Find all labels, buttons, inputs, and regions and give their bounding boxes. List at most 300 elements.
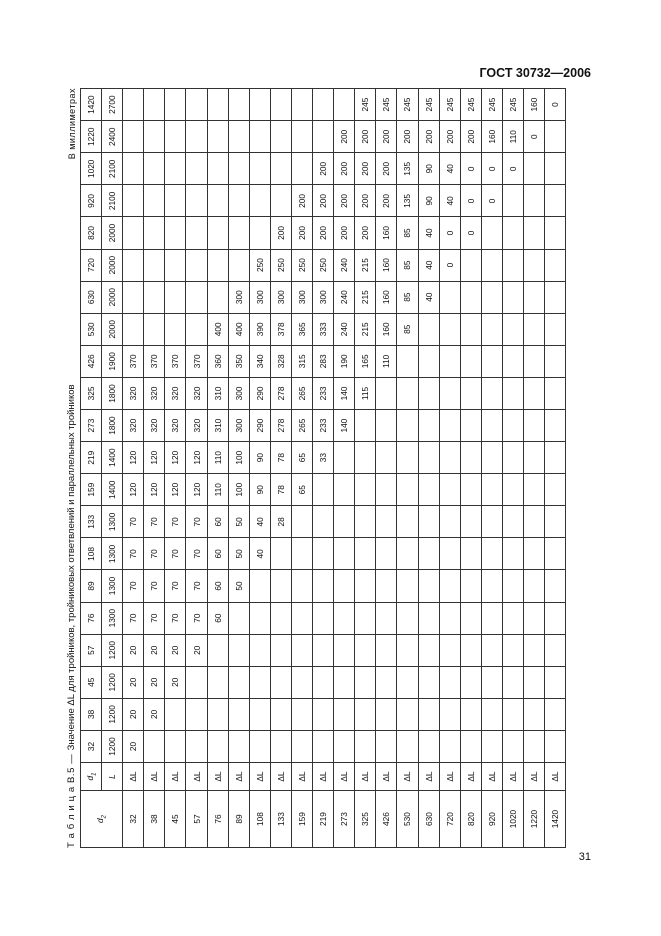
table-cell: [545, 634, 566, 666]
table-cell: 300: [249, 281, 270, 313]
table-cell: [291, 634, 312, 666]
table-cell: [545, 249, 566, 281]
table-cell: 135: [397, 153, 418, 185]
table-cell: [460, 410, 481, 442]
d2-value: 920: [481, 791, 502, 848]
delta-l-label: ΔL: [313, 763, 334, 791]
delta-l-label: ΔL: [439, 763, 460, 791]
table-cell: [313, 474, 334, 506]
table-cell: 20: [123, 634, 144, 666]
table-cell: [502, 377, 523, 409]
table-cell: [481, 281, 502, 313]
delta-l-label: ΔL: [460, 763, 481, 791]
table-cell: [249, 666, 270, 698]
table-cell: [439, 345, 460, 377]
table-cell: [523, 249, 544, 281]
delta-l-label: ΔL: [249, 763, 270, 791]
table-cell: [228, 730, 249, 762]
table-cell: [334, 89, 355, 121]
table-cell: 300: [291, 281, 312, 313]
table-cell: [270, 185, 291, 217]
table-cell: [355, 442, 376, 474]
table-cell: 0: [460, 185, 481, 217]
table-cell: 200: [376, 121, 397, 153]
table-cell: [165, 89, 186, 121]
table-cell: [186, 121, 207, 153]
table-cell: 215: [355, 313, 376, 345]
table-cell: [481, 377, 502, 409]
rotated-table-content: [60, 88, 580, 848]
delta-l-label: ΔL: [270, 763, 291, 791]
table-cell: [418, 730, 439, 762]
table-cell: 200: [376, 153, 397, 185]
L-value: 2100: [102, 153, 123, 185]
L-value: 2700: [102, 89, 123, 121]
table-cell: [376, 442, 397, 474]
table-cell: 100: [228, 474, 249, 506]
table-row: [481, 89, 502, 848]
d2-value: 530: [397, 791, 418, 848]
table-cell: [397, 634, 418, 666]
table-cell: [186, 666, 207, 698]
table-cell: 135: [397, 185, 418, 217]
table-cell: 120: [186, 474, 207, 506]
d2-value: 57: [186, 791, 207, 848]
table-cell: [376, 538, 397, 570]
table-cell: [502, 185, 523, 217]
table-cell: [228, 666, 249, 698]
table-cell: 320: [144, 410, 165, 442]
table-cell: [123, 249, 144, 281]
table-cell: 265: [291, 410, 312, 442]
table-cell: [545, 121, 566, 153]
table-cell: [270, 666, 291, 698]
delta-l-label: ΔL: [186, 763, 207, 791]
table-cell: [481, 345, 502, 377]
d1-value: 38: [81, 698, 102, 730]
table-cell: [545, 217, 566, 249]
table-cell: [502, 538, 523, 570]
table-cell: [291, 538, 312, 570]
L-value: 1400: [102, 442, 123, 474]
table-cell: [523, 410, 544, 442]
delta-l-label: ΔL: [545, 763, 566, 791]
table-cell: [460, 602, 481, 634]
d1-value: 32: [81, 730, 102, 762]
table-cell: 378: [270, 313, 291, 345]
table-cell: [523, 730, 544, 762]
caption-text: Значение ΔL для тройников, тройниковых ответвлений и параллельных тройников: [66, 384, 77, 751]
table-cell: 65: [291, 442, 312, 474]
table-cell: [186, 89, 207, 121]
table-cell: 90: [418, 185, 439, 217]
table-cell: [397, 570, 418, 602]
d1-value: 45: [81, 666, 102, 698]
table-cell: [439, 666, 460, 698]
table-cell: [460, 666, 481, 698]
table-cell: 250: [270, 249, 291, 281]
table-cell: [144, 153, 165, 185]
table-cell: [334, 506, 355, 538]
table-cell: [355, 410, 376, 442]
delta-l-label: ΔL: [334, 763, 355, 791]
L-value: 1300: [102, 602, 123, 634]
table-cell: 70: [165, 602, 186, 634]
table-cell: 70: [186, 570, 207, 602]
table-cell: [523, 634, 544, 666]
table-cell: [439, 602, 460, 634]
table-row: [228, 89, 249, 848]
table-cell: [545, 538, 566, 570]
table-cell: [186, 698, 207, 730]
table-cell: [502, 730, 523, 762]
table-cell: 20: [144, 666, 165, 698]
table-cell: 20: [144, 634, 165, 666]
table-cell: 120: [144, 442, 165, 474]
table-cell: 120: [123, 442, 144, 474]
delta-l-label: ΔL: [481, 763, 502, 791]
table-cell: [165, 121, 186, 153]
table-cell: [313, 634, 334, 666]
table-cell: [523, 313, 544, 345]
table-cell: 320: [165, 377, 186, 409]
units-note: В миллиметрах: [67, 88, 77, 160]
table-cell: 245: [397, 89, 418, 121]
table-cell: 233: [313, 377, 334, 409]
table-cell: [228, 698, 249, 730]
table-row: [397, 89, 418, 848]
table-cell: 70: [123, 570, 144, 602]
table-cell: [207, 185, 228, 217]
table-cell: 300: [228, 410, 249, 442]
table-cell: 160: [376, 313, 397, 345]
table-cell: 245: [460, 89, 481, 121]
table-cell: 90: [249, 474, 270, 506]
caption-prefix: Т а б л и ц а В.5 —: [66, 750, 77, 848]
table-cell: 20: [123, 730, 144, 762]
table-cell: [481, 217, 502, 249]
table-cell: [418, 474, 439, 506]
table-cell: 400: [228, 313, 249, 345]
table-cell: [249, 730, 270, 762]
table-row: [291, 89, 312, 848]
table-cell: [418, 442, 439, 474]
table-cell: [186, 249, 207, 281]
table-cell: [123, 153, 144, 185]
table-cell: [439, 377, 460, 409]
table-cell: [523, 377, 544, 409]
table-cell: 0: [481, 185, 502, 217]
table-cell: [313, 538, 334, 570]
table-cell: 278: [270, 410, 291, 442]
table-cell: 70: [186, 506, 207, 538]
table-cell: [418, 602, 439, 634]
table-cell: 115: [355, 377, 376, 409]
table-cell: [207, 121, 228, 153]
table-cell: [249, 602, 270, 634]
table-cell: 310: [207, 410, 228, 442]
table-cell: 20: [123, 666, 144, 698]
L-value: 1300: [102, 538, 123, 570]
table-row: [249, 89, 270, 848]
table-cell: [481, 730, 502, 762]
table-cell: [228, 249, 249, 281]
table-cell: [502, 570, 523, 602]
d2-value: 630: [418, 791, 439, 848]
d2-value: 159: [291, 791, 312, 848]
table-cell: 245: [418, 89, 439, 121]
table-cell: 70: [144, 602, 165, 634]
delta-l-label: ΔL: [355, 763, 376, 791]
table-cell: 70: [123, 506, 144, 538]
d1-value: 1020: [81, 153, 102, 185]
table-cell: [523, 442, 544, 474]
table-row: [313, 89, 334, 848]
table-cell: [545, 474, 566, 506]
table-cell: [334, 474, 355, 506]
d1-value: 426: [81, 345, 102, 377]
table-cell: [502, 217, 523, 249]
table-cell: 60: [207, 602, 228, 634]
table-cell: [376, 634, 397, 666]
d1-symbol: d: [84, 775, 95, 781]
table-cell: 28: [270, 506, 291, 538]
table-cell: 350: [228, 345, 249, 377]
table-cell: [291, 89, 312, 121]
table-cell: 200: [355, 153, 376, 185]
table-cell: [313, 666, 334, 698]
table-cell: [144, 89, 165, 121]
table-cell: 85: [397, 217, 418, 249]
header-row-d1: [81, 89, 102, 848]
table-cell: 200: [313, 153, 334, 185]
table-cell: [439, 281, 460, 313]
table-cell: 320: [144, 377, 165, 409]
table-row: [523, 89, 544, 848]
table-cell: 20: [165, 634, 186, 666]
table-cell: [481, 538, 502, 570]
table-cell: 215: [355, 249, 376, 281]
table-cell: 250: [291, 249, 312, 281]
table-cell: [545, 506, 566, 538]
delta-l-table: [80, 88, 566, 848]
table-cell: [545, 442, 566, 474]
table-cell: 120: [186, 442, 207, 474]
table-cell: [291, 570, 312, 602]
table-cell: 245: [355, 89, 376, 121]
table-cell: [439, 634, 460, 666]
table-cell: 120: [144, 474, 165, 506]
table-cell: [249, 153, 270, 185]
table-cell: 0: [502, 153, 523, 185]
table-cell: 360: [207, 345, 228, 377]
table-cell: 160: [376, 281, 397, 313]
table-cell: 0: [523, 121, 544, 153]
table-cell: [165, 153, 186, 185]
d1-value: 1420: [81, 89, 102, 121]
delta-l-label: ΔL: [376, 763, 397, 791]
d1-value: 89: [81, 570, 102, 602]
table-cell: [186, 730, 207, 762]
table-cell: 233: [313, 410, 334, 442]
table-cell: 70: [165, 538, 186, 570]
d2-value: 32: [123, 791, 144, 848]
table-cell: [397, 345, 418, 377]
table-cell: 370: [144, 345, 165, 377]
table-cell: [144, 281, 165, 313]
table-row: [334, 89, 355, 848]
d1-value: 108: [81, 538, 102, 570]
table-row: [460, 89, 481, 848]
table-cell: [249, 634, 270, 666]
table-cell: [207, 281, 228, 313]
d1-value: 630: [81, 281, 102, 313]
table-cell: [228, 602, 249, 634]
table-cell: 50: [228, 538, 249, 570]
table-cell: 320: [123, 410, 144, 442]
table-cell: [397, 698, 418, 730]
table-cell: [460, 506, 481, 538]
table-cell: [249, 89, 270, 121]
L-value: 1200: [102, 698, 123, 730]
table-cell: [397, 506, 418, 538]
table-cell: 120: [165, 442, 186, 474]
table-cell: [481, 249, 502, 281]
table-cell: [523, 538, 544, 570]
table-cell: [418, 345, 439, 377]
table-cell: 40: [418, 249, 439, 281]
L-value: 1800: [102, 377, 123, 409]
L-value: 1900: [102, 345, 123, 377]
d1-value: 273: [81, 410, 102, 442]
table-cell: 20: [165, 666, 186, 698]
table-cell: 70: [186, 602, 207, 634]
delta-l-label: ΔL: [228, 763, 249, 791]
d1-subscript: 1: [91, 772, 98, 776]
table-cell: 200: [313, 185, 334, 217]
table-body: [81, 89, 566, 848]
table-cell: 278: [270, 377, 291, 409]
table-cell: [291, 602, 312, 634]
table-cell: [523, 666, 544, 698]
table-cell: 365: [291, 313, 312, 345]
table-cell: 0: [460, 153, 481, 185]
d2-value: 38: [144, 791, 165, 848]
table-cell: [502, 506, 523, 538]
delta-l-label: ΔL: [397, 763, 418, 791]
table-cell: [397, 730, 418, 762]
table-cell: 140: [334, 377, 355, 409]
L-value: 1400: [102, 474, 123, 506]
table-cell: 0: [545, 89, 566, 121]
table-cell: 100: [228, 442, 249, 474]
table-cell: 0: [460, 217, 481, 249]
delta-l-label: ΔL: [165, 763, 186, 791]
d2-symbol: d: [95, 818, 106, 824]
table-cell: 328: [270, 345, 291, 377]
table-cell: [123, 313, 144, 345]
table-cell: [123, 89, 144, 121]
table-row: [502, 89, 523, 848]
table-cell: 140: [334, 410, 355, 442]
table-cell: [545, 410, 566, 442]
L-value: 2000: [102, 217, 123, 249]
standard-header: ГОСТ 30732—2006: [479, 66, 591, 80]
d1-value: 530: [81, 313, 102, 345]
table-cell: 250: [313, 249, 334, 281]
table-cell: [186, 281, 207, 313]
table-cell: [334, 538, 355, 570]
table-cell: 320: [186, 377, 207, 409]
table-cell: [270, 602, 291, 634]
table-cell: [460, 570, 481, 602]
table-cell: [418, 666, 439, 698]
table-cell: [228, 89, 249, 121]
table-cell: [376, 602, 397, 634]
table-cell: 200: [460, 121, 481, 153]
table-cell: [228, 153, 249, 185]
table-cell: 283: [313, 345, 334, 377]
delta-l-label: ΔL: [144, 763, 165, 791]
delta-l-label: ΔL: [502, 763, 523, 791]
table-cell: [355, 474, 376, 506]
delta-l-label: ΔL: [291, 763, 312, 791]
table-cell: 200: [355, 185, 376, 217]
table-cell: 65: [291, 474, 312, 506]
table-cell: 370: [165, 345, 186, 377]
table-cell: [523, 217, 544, 249]
table-cell: [523, 345, 544, 377]
table-cell: 85: [397, 281, 418, 313]
table-row: [186, 89, 207, 848]
table-cell: 90: [249, 442, 270, 474]
table-cell: [376, 377, 397, 409]
table-cell: 160: [376, 249, 397, 281]
table-cell: 33: [313, 442, 334, 474]
table-cell: [186, 217, 207, 249]
delta-l-label: ΔL: [123, 763, 144, 791]
L-value: 1200: [102, 666, 123, 698]
d2-value: 273: [334, 791, 355, 848]
table-cell: [144, 121, 165, 153]
table-cell: [355, 730, 376, 762]
table-cell: [291, 506, 312, 538]
table-cell: 200: [334, 153, 355, 185]
table-cell: [545, 345, 566, 377]
table-cell: 40: [439, 153, 460, 185]
table-cell: [460, 313, 481, 345]
d2-header: [81, 791, 123, 848]
table-cell: [418, 506, 439, 538]
L-value: 2100: [102, 185, 123, 217]
table-cell: [144, 217, 165, 249]
table-cell: [165, 217, 186, 249]
table-cell: [270, 698, 291, 730]
table-cell: [418, 313, 439, 345]
table-cell: [502, 313, 523, 345]
d1-value: 325: [81, 377, 102, 409]
table-cell: 160: [481, 121, 502, 153]
table-cell: 290: [249, 377, 270, 409]
d2-value: 426: [376, 791, 397, 848]
table-cell: 70: [186, 538, 207, 570]
table-cell: 20: [144, 698, 165, 730]
table-cell: [291, 121, 312, 153]
table-cell: 200: [313, 217, 334, 249]
table-cell: 50: [228, 570, 249, 602]
table-cell: 70: [144, 538, 165, 570]
table-cell: [207, 89, 228, 121]
